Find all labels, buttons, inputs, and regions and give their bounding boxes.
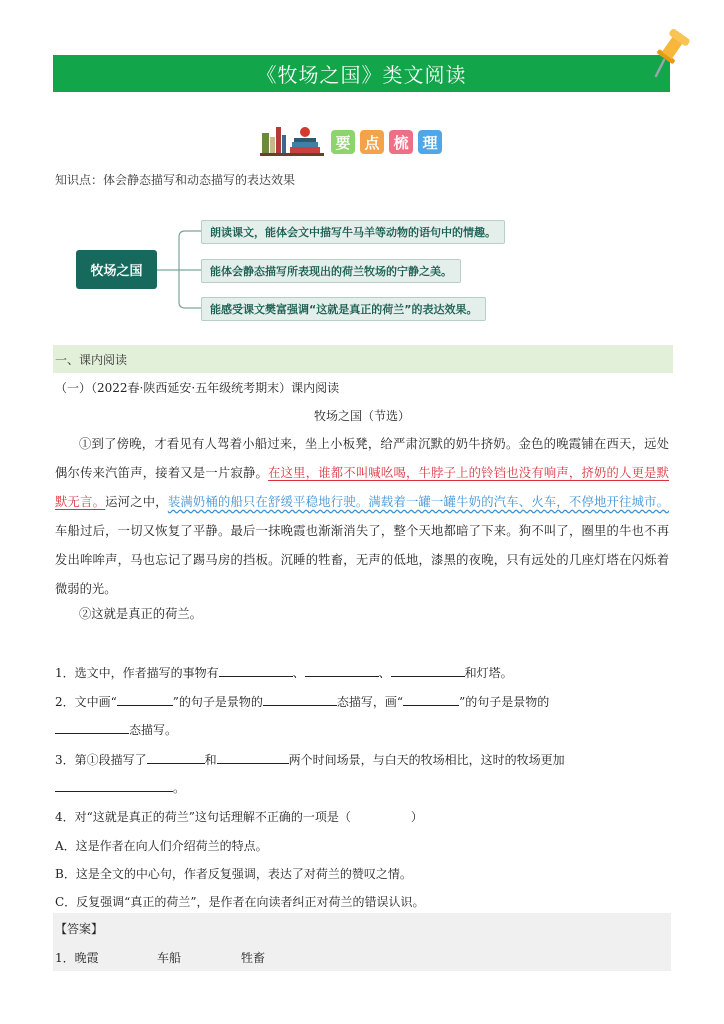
q2-blank-2[interactable]	[263, 693, 337, 706]
q2-text: ”的句子是景物的	[459, 695, 550, 709]
answer-item: 牲畜	[241, 951, 266, 965]
badge-shu: 梳	[389, 130, 413, 154]
q3-text: 和	[204, 753, 217, 767]
q2-blank-3[interactable]	[403, 693, 459, 706]
badge-yao: 要	[331, 130, 355, 154]
question-4: 4．对“这就是真正的荷兰”这句话理解不正确的一项是（ ）	[55, 810, 423, 824]
wavy-underlined-dynamic-sentence: 装满奶桶的船只在舒缓平稳地行驶。满载着一罐一罐牛奶的汽车、火车，不停地开往城市。	[167, 495, 669, 509]
q1-text: 1．选文中，作者描写的事物有	[55, 666, 219, 680]
q3-text: 3．第①段描写了	[55, 753, 147, 767]
passage-title: 牧场之国（节选）	[313, 409, 410, 423]
q1-blank-2[interactable]	[305, 664, 379, 677]
document-title-bar	[53, 55, 670, 92]
section-heading-text: 一、课内阅读	[55, 352, 128, 367]
key-points-header	[258, 125, 442, 159]
q3-suffix: 。	[173, 781, 186, 795]
q1-blank-3[interactable]	[391, 664, 465, 677]
q2-text: ”的句子是景物的	[172, 695, 263, 709]
books-icon	[258, 125, 326, 159]
passage-paragraph-1	[55, 430, 669, 604]
answer-item: 1．晚霞	[55, 951, 99, 965]
question-1	[55, 664, 513, 681]
answer-row-1	[55, 949, 265, 966]
q1-suffix: 和灯塔。	[464, 666, 513, 680]
question-4-option-a[interactable]: A．这是作者在向人们介绍荷兰的特点。	[55, 839, 268, 853]
q1-sep: 、	[378, 666, 391, 680]
passage-text: 车船过后，一切又恢复了平静。最后一抹晚霞也渐渐消失了，整个天地都暗了下来。狗不叫了，圈里的牛也不再发出哞哞声，马也忘记了踢马房的挡板。沉睡的牲畜，无声的低地，漆黑的夜晚，只有远处的几座灯塔在闪烁着微弱的光。	[55, 524, 669, 596]
mindmap-node-3: 能感受课文樊富强调“这就是真正的荷兰”的表达效果。	[201, 297, 486, 321]
answer-item: 车船	[157, 951, 182, 965]
pushpin-icon	[642, 26, 692, 82]
question-4-option-c[interactable]: C．反复强调“真正的荷兰”，是作者在向读者纠正对荷兰的错误认识。	[55, 895, 425, 909]
document-title: 《牧场之国》类文阅读	[256, 63, 467, 87]
q3-blank-2[interactable]	[217, 751, 289, 764]
badge-dian: 点	[360, 130, 384, 154]
passage-text: ①到了傍晚，才看见有人驾着小船过来，坐上小板凳，给严肃沉默的奶牛挤奶。金色的晚霞铺在西天，远处偶尔传来汽笛声，接着又是一片寂静。	[55, 437, 669, 480]
q2-blank-1[interactable]	[117, 693, 173, 706]
mindmap-node-1: 朗读课文，能体会文中描写牛马羊等动物的语句中的情趣。	[201, 220, 505, 244]
q3-text: 两个时间场景，与白天的牧场相比，这时的牧场更加	[288, 753, 565, 767]
exam-source: （一）（2022春·陕西延安·五年级统考期末）课内阅读	[55, 381, 340, 395]
q2-text: 态描写，画“	[336, 695, 404, 709]
underlined-static-sentence: 在这里，谁都不叫喊吆喝，牛脖子上的铃铛也没有响声，挤奶的人更是默默无言。	[55, 466, 669, 509]
mindmap-root: 牧场之国	[76, 250, 157, 289]
question-2	[55, 693, 549, 710]
knowledge-point: 知识点：体会静态描写和动态描写的表达效果	[55, 173, 296, 187]
q1-blank-1[interactable]	[219, 664, 293, 677]
answer-label: 【答案】	[55, 922, 104, 936]
section-heading	[53, 345, 673, 373]
q2-blank-4[interactable]	[55, 721, 129, 734]
q2-suffix: 态描写。	[129, 723, 178, 737]
badge-li: 理	[418, 130, 442, 154]
answer-box	[53, 913, 671, 971]
passage-text: 运河之中，	[105, 495, 168, 509]
q2-text: 2．文中画“	[55, 695, 117, 709]
mindmap	[55, 195, 545, 335]
question-2-line-2	[55, 721, 177, 738]
passage-paragraph-2: ②这就是真正的荷兰。	[79, 607, 202, 621]
q1-sep: 、	[292, 666, 305, 680]
q3-blank-1[interactable]	[147, 751, 205, 764]
q3-blank-3[interactable]	[55, 779, 173, 792]
question-3-line-2	[55, 779, 185, 796]
mindmap-node-2: 能体会静态描写所表现出的荷兰牧场的宁静之美。	[201, 259, 461, 283]
question-3	[55, 751, 565, 768]
question-4-option-b[interactable]: B．这是全文的中心句，作者反复强调，表达了对荷兰的赞叹之情。	[55, 867, 412, 881]
